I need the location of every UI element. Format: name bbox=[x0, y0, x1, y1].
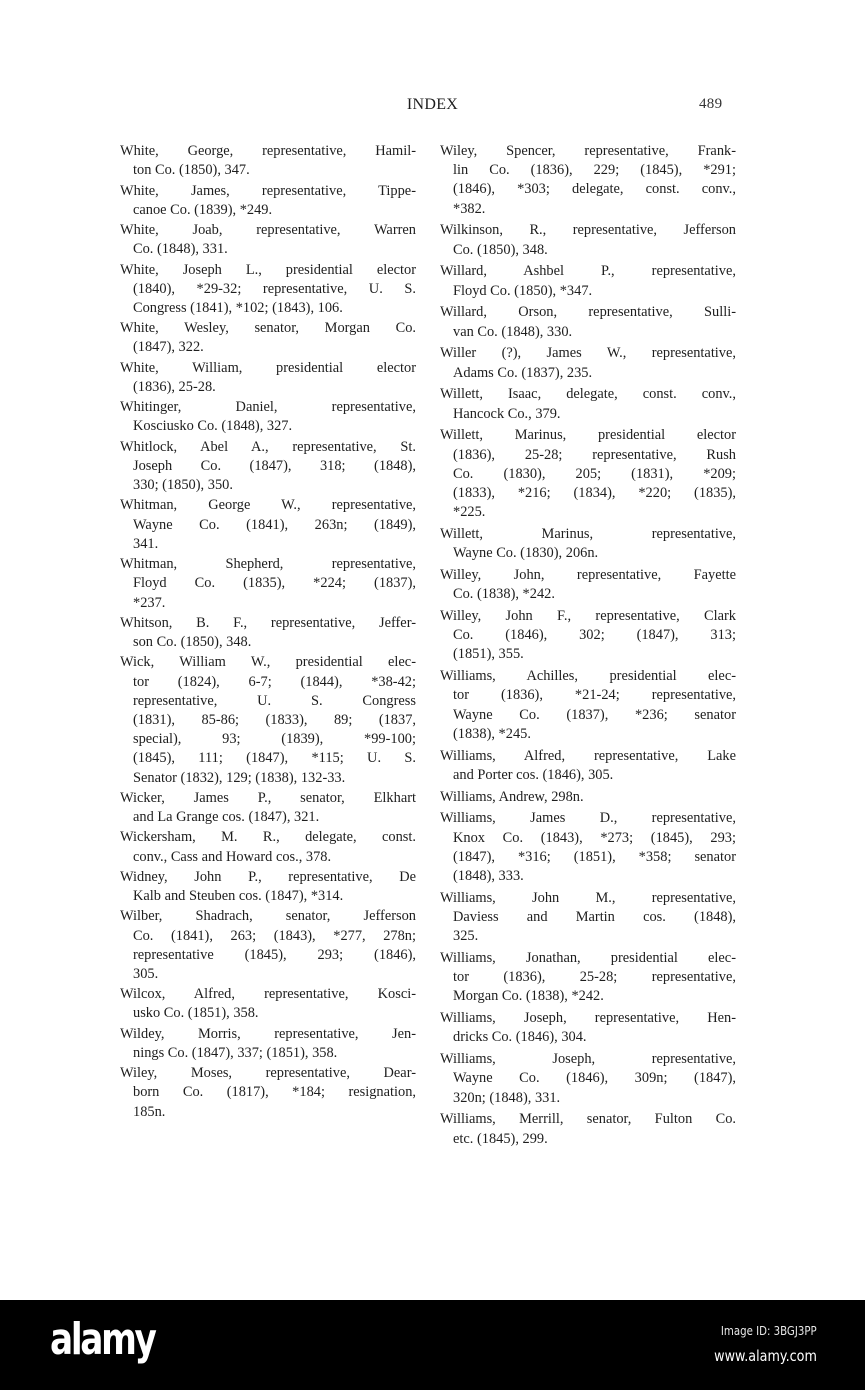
index-entry-line: Wayne Co. (1841), 263n; (1849), bbox=[133, 516, 416, 533]
index-entry-line: canoe Co. (1839), *249. bbox=[133, 201, 273, 218]
index-entry-line: Wilber, Shadrach, senator, Jefferson bbox=[120, 908, 416, 925]
index-entry bbox=[120, 907, 416, 984]
index-entry-line: (1836), 25-28. bbox=[133, 378, 216, 395]
index-entry-line: White, George, representative, Hamil- bbox=[120, 143, 416, 159]
index-entry-line: Co. (1850), 348. bbox=[453, 241, 548, 258]
index-entry-line: Co. (1841), 263; (1843), *277, 278n; bbox=[133, 927, 416, 944]
index-entry-line: Williams, Alfred, representative, Lake bbox=[440, 747, 736, 764]
index-entry-line: Whitson, B. F., representative, Jeffer- bbox=[120, 614, 416, 631]
index-entry bbox=[120, 142, 416, 180]
index-entry-line: *237. bbox=[133, 594, 166, 611]
index-entry-line: Whitinger, Daniel, representative, bbox=[120, 399, 416, 416]
index-entry-line: Williams, Joseph, representative, Hen- bbox=[440, 1010, 736, 1027]
index-entry-line: (1848), 333. bbox=[453, 868, 524, 885]
index-entry bbox=[120, 985, 416, 1023]
index-entry bbox=[440, 667, 736, 744]
index-entry bbox=[440, 747, 736, 785]
index-entry-line: Williams, Jonathan, presidential elec- bbox=[440, 950, 736, 967]
index-entry-line: Wayne Co. (1846), 309n; (1847), bbox=[453, 1070, 736, 1087]
website-text: www.alamy.com bbox=[714, 1347, 817, 1365]
index-entry-line: Co. (1830), 205; (1831), *209; bbox=[453, 465, 736, 482]
index-entry-line: conv., Cass and Howard cos., 378. bbox=[133, 848, 332, 865]
index-entry-line: 341. bbox=[133, 535, 159, 552]
index-entry bbox=[440, 262, 736, 300]
index-entry-line: Wayne Co. (1830), 206n. bbox=[453, 545, 599, 562]
index-entry-line: 185n. bbox=[133, 1103, 166, 1120]
index-entry-line: Willer (?), James W., representative, bbox=[440, 345, 736, 362]
index-entry-line: (1847), *316; (1851), *358; senator bbox=[453, 848, 736, 865]
index-entry bbox=[440, 949, 736, 1007]
index-entry bbox=[440, 303, 736, 341]
index-entry bbox=[120, 828, 416, 866]
index-entry-line: Congress (1841), *102; (1843), 106. bbox=[133, 299, 343, 316]
index-entry bbox=[120, 261, 416, 319]
index-entry-line: Wick, William W., presidential elec- bbox=[120, 654, 416, 671]
index-entry-line: Willey, John, representative, Fayette bbox=[440, 567, 736, 584]
index-entry-line: White, James, representative, Tippe- bbox=[120, 182, 416, 199]
index-entry bbox=[440, 566, 736, 604]
index-entry-line: Wilkinson, R., representative, Jefferson bbox=[440, 222, 736, 239]
index-entry bbox=[440, 1050, 736, 1108]
index-entry-line: van Co. (1848), 330. bbox=[453, 323, 573, 340]
index-entry-line: White, Wesley, senator, Morgan Co. bbox=[120, 320, 416, 337]
index-entry-line: dricks Co. (1846), 304. bbox=[453, 1029, 587, 1046]
index-entry-line: (1836), 25-28; representative, Rush bbox=[453, 446, 736, 463]
index-entry-line: Wickersham, M. R., delegate, const. bbox=[120, 829, 416, 846]
index-entry-line: Senator (1832), 129; (1838), 132-33. bbox=[133, 769, 346, 786]
index-entry-line: Kalb and Steuben cos. (1847), *314. bbox=[133, 888, 344, 905]
index-entry bbox=[120, 182, 416, 220]
index-entry-line: Co. (1846), 302; (1847), 313; bbox=[453, 627, 736, 644]
index-entry-line: (1838), *245. bbox=[453, 725, 531, 742]
index-entry-line: Knox Co. (1843), *273; (1845), 293; bbox=[453, 829, 736, 846]
index-entry-line: Willard, Orson, representative, Sulli- bbox=[440, 304, 736, 321]
index-entry-line: 305. bbox=[133, 965, 159, 982]
index-entry-line: and La Grange cos. (1847), 321. bbox=[133, 809, 320, 826]
index-entry-line: Willey, John F., representative, Clark bbox=[440, 608, 736, 625]
page-number: 489 bbox=[699, 96, 723, 112]
index-entry-line: (1831), 85-86; (1833), 89; (1837, bbox=[133, 711, 416, 728]
index-entry-line: Morgan Co. (1838), *242. bbox=[453, 988, 604, 1005]
index-entry-line: White, Joseph L., presidential elector bbox=[120, 261, 416, 278]
watermark-banner bbox=[0, 1300, 865, 1390]
index-entry-line: Floyd Co. (1835), *224; (1837), bbox=[133, 575, 416, 592]
index-entry-line: Williams, Merrill, senator, Fulton Co. bbox=[440, 1111, 736, 1128]
index-column-left bbox=[120, 142, 416, 1123]
index-entry bbox=[120, 868, 416, 906]
index-entry-line: Wildey, Morris, representative, Jen- bbox=[120, 1025, 416, 1042]
index-entry-line: Daviess and Martin cos. (1848), bbox=[453, 909, 736, 926]
index-entry bbox=[120, 653, 416, 787]
index-entry bbox=[120, 221, 416, 259]
index-entry-line: tor (1824), 6-7; (1844), *38-42; bbox=[133, 673, 416, 690]
index-entry-line: Wiley, Moses, representative, Dear- bbox=[120, 1065, 416, 1082]
index-entry bbox=[440, 426, 736, 522]
index-entry-line: White, Joab, representative, Warren bbox=[120, 222, 416, 238]
image-id-text: Image ID: 3BGJ3PP bbox=[721, 1324, 817, 1338]
page-title: INDEX bbox=[406, 96, 459, 113]
index-entry-line: Williams, Achilles, presidential elec- bbox=[440, 668, 736, 685]
index-entry-line: (1833), *216; (1834), *220; (1835), bbox=[453, 485, 736, 502]
index-entry-line: Whitlock, Abel A., representative, St. bbox=[120, 438, 416, 455]
index-entry-line: Hancock Co., 379. bbox=[453, 405, 561, 422]
index-entry-line: Joseph Co. (1847), 318; (1848), bbox=[133, 457, 416, 474]
index-entry-line: representative (1845), 293; (1846), bbox=[133, 946, 416, 963]
index-entry bbox=[120, 789, 416, 827]
index-entry bbox=[120, 1064, 416, 1122]
index-entry-line: Williams, James D., representative, bbox=[440, 810, 736, 827]
index-entry-line: nings Co. (1847), 337; (1851), 358. bbox=[133, 1044, 338, 1061]
index-entry-line: Whitman, George W., representative, bbox=[120, 497, 416, 514]
index-entry bbox=[120, 438, 416, 496]
index-entry bbox=[440, 221, 736, 259]
index-entry-line: Adams Co. (1837), 235. bbox=[453, 364, 593, 381]
index-entry-line: Wayne Co. (1837), *236; senator bbox=[453, 706, 736, 723]
index-entry bbox=[440, 344, 736, 382]
index-entry bbox=[120, 555, 416, 613]
alamy-logo: alamy bbox=[50, 1314, 155, 1365]
index-entry-line: Co. (1848), 331. bbox=[133, 241, 228, 258]
index-entry-line: ton Co. (1850), 347. bbox=[133, 162, 250, 179]
index-entry bbox=[120, 496, 416, 554]
index-entry-line: *382. bbox=[453, 200, 486, 217]
index-entry-line: Willett, Marinus, presidential elector bbox=[440, 427, 736, 444]
index-entry-line: usko Co. (1851), 358. bbox=[133, 1005, 259, 1022]
index-entry-line: born Co. (1817), *184; resignation, bbox=[133, 1084, 416, 1101]
index-entry-line: 325. bbox=[453, 928, 479, 945]
index-entry-line: Co. (1838), *242. bbox=[453, 586, 555, 603]
index-entry-line: (1847), 322. bbox=[133, 339, 204, 356]
index-entry bbox=[440, 142, 736, 219]
index-column-right bbox=[440, 142, 736, 1151]
index-entry-line: Willett, Isaac, delegate, const. conv., bbox=[440, 386, 736, 403]
index-entry-line: Widney, John P., representative, De bbox=[120, 868, 416, 885]
index-entry bbox=[120, 1025, 416, 1063]
index-entry-line: Willard, Ashbel P., representative, bbox=[440, 263, 736, 280]
index-entry-line: Willett, Marinus, representative, bbox=[440, 526, 736, 543]
index-entry bbox=[440, 809, 736, 886]
index-entry-line: Whitman, Shepherd, representative, bbox=[120, 556, 416, 573]
index-entry bbox=[440, 525, 736, 563]
index-entry bbox=[440, 385, 736, 423]
index-entry-line: Williams, Andrew, 298n. bbox=[440, 788, 584, 805]
index-entry-line: (1846), *303; delegate, const. conv., bbox=[453, 181, 736, 198]
index-entry-line: representative, U. S. Congress bbox=[133, 692, 416, 709]
index-entry-line: 330; (1850), 350. bbox=[133, 477, 233, 494]
index-entry-line: Williams, Joseph, representative, bbox=[440, 1051, 736, 1068]
index-entry-line: Floyd Co. (1850), *347. bbox=[453, 282, 593, 299]
index-entry-line: son Co. (1850), 348. bbox=[133, 634, 252, 651]
index-entry-line: Wiley, Spencer, representative, Frank- bbox=[440, 143, 736, 159]
index-entry-line: etc. (1845), 299. bbox=[453, 1130, 548, 1147]
index-entry-line: *225. bbox=[453, 504, 486, 521]
index-entry bbox=[120, 614, 416, 652]
index-entry bbox=[440, 1110, 736, 1148]
index-entry-line: Wilcox, Alfred, representative, Kosci- bbox=[120, 986, 416, 1003]
index-entry-line: (1840), *29-32; representative, U. S. bbox=[133, 280, 416, 297]
index-entry bbox=[120, 398, 416, 436]
index-entry bbox=[120, 359, 416, 397]
index-entry bbox=[120, 319, 416, 357]
index-entry-line: (1845), 111; (1847), *115; U. S. bbox=[133, 750, 416, 767]
index-entry-line: White, William, presidential elector bbox=[120, 359, 416, 376]
index-entry-line: Wicker, James P., senator, Elkhart bbox=[120, 789, 416, 806]
index-entry-line: and Porter cos. (1846), 305. bbox=[453, 766, 614, 783]
index-entry-line: (1851), 355. bbox=[453, 646, 524, 663]
index-entry-line: Kosciusko Co. (1848), 327. bbox=[133, 418, 293, 435]
index-entry bbox=[440, 889, 736, 947]
index-entry-line: lin Co. (1836), 229; (1845), *291; bbox=[453, 162, 736, 179]
index-entry bbox=[440, 1009, 736, 1047]
index-entry bbox=[440, 788, 736, 807]
index-entry-line: 320n; (1848), 331. bbox=[453, 1089, 561, 1106]
index-entry-line: special), 93; (1839), *99-100; bbox=[133, 731, 416, 748]
index-entry bbox=[440, 607, 736, 665]
index-entry-line: tor (1836), *21-24; representative, bbox=[453, 687, 736, 704]
index-entry-line: Williams, John M., representative, bbox=[440, 889, 736, 906]
index-entry-line: tor (1836), 25-28; representative, bbox=[453, 969, 736, 986]
